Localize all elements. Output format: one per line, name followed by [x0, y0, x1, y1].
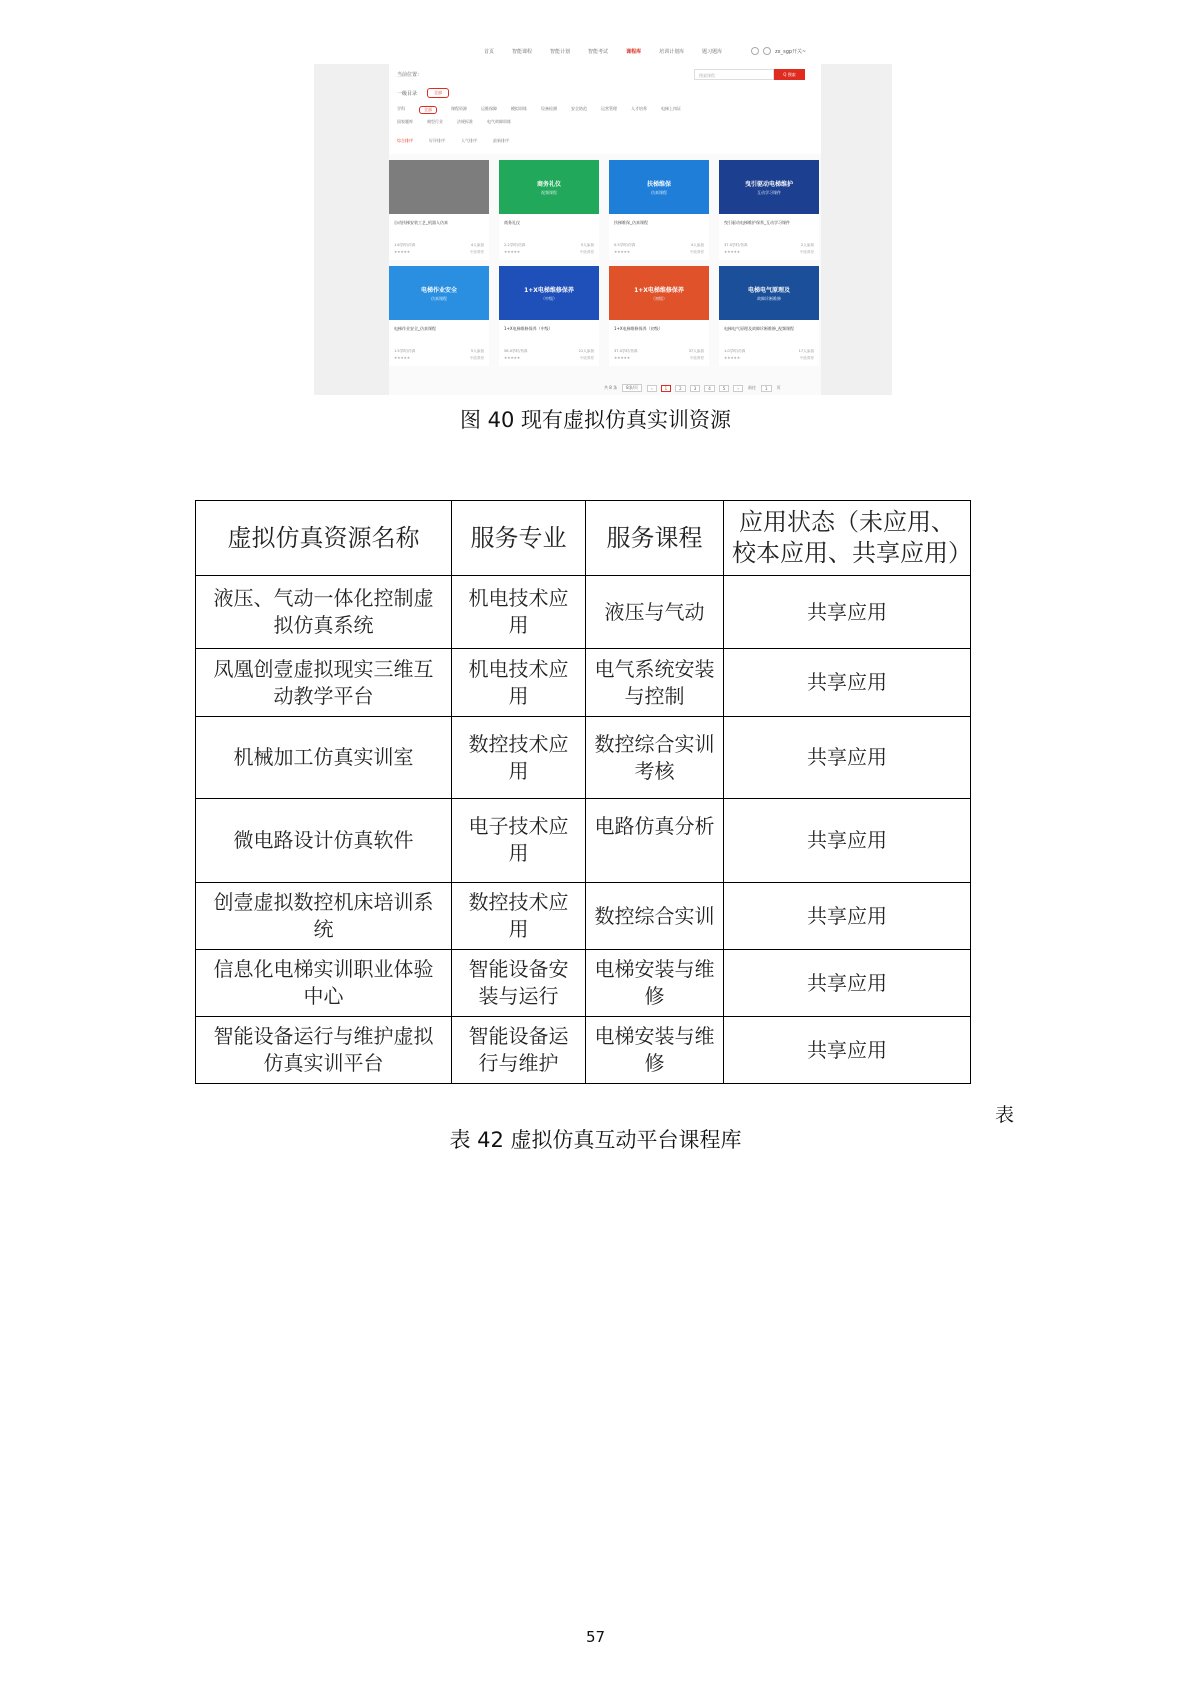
- course-rating: [614, 356, 704, 361]
- course-thumb-subtitle: 视频课程: [541, 189, 557, 195]
- header-major: 服务专业: [452, 501, 586, 576]
- course-thumb-title: 1+X电梯维修保养: [524, 286, 574, 294]
- header-resource-name: 虚拟仿真资源名称: [196, 501, 452, 576]
- course-card: [609, 266, 709, 366]
- star-icon: ★★★★★: [394, 356, 411, 360]
- course-count: 21人参加: [578, 349, 594, 353]
- filter-area: [389, 64, 821, 154]
- course-thumb-subtitle: （中级）: [541, 295, 557, 301]
- cell-status: 共享应用: [724, 799, 971, 883]
- search-icon: [751, 47, 759, 55]
- course-meta: [614, 243, 704, 248]
- pager-page: 3: [690, 385, 701, 392]
- star-icon: ★★★★★: [724, 250, 741, 254]
- avatar: [763, 47, 771, 55]
- course-count: 2人参加: [800, 243, 814, 247]
- table-row: [196, 883, 971, 950]
- cell-status: 共享应用: [724, 717, 971, 799]
- course-tag: 中级课程: [689, 356, 704, 360]
- course-hours: 0.5学时/仿真: [614, 243, 636, 247]
- cell-resource-name: 智能设备运行与维护虚拟仿真实训平台: [196, 1017, 452, 1084]
- sub-category-item: 人才培养: [631, 106, 647, 111]
- cell-course: 数控综合实训考核: [586, 717, 724, 799]
- cell-status: 共享应用: [724, 576, 971, 649]
- table-row: [196, 950, 971, 1017]
- sub-category-rows: [397, 106, 807, 130]
- pager-page: ‹: [647, 385, 657, 392]
- cell-status: 共享应用: [724, 649, 971, 717]
- top-navbar: [314, 40, 892, 64]
- course-count: 37人参加: [688, 349, 704, 353]
- course-card: [389, 160, 489, 260]
- course-tag: 中级课程: [799, 250, 814, 254]
- course-meta: [504, 349, 594, 354]
- course-thumb-title: 扶梯维保: [646, 180, 671, 188]
- course-thumb-subtitle: 仿真课程: [431, 295, 447, 301]
- cell-status: 共享应用: [724, 1017, 971, 1084]
- table-header-row: [196, 501, 971, 576]
- cell-resource-name: 机械加工仿真实训室: [196, 717, 452, 799]
- course-thumbnail: [719, 266, 819, 320]
- sub-category-item: 电气故障训练: [487, 119, 511, 124]
- pager-page: 1: [661, 385, 672, 392]
- star-icon: ★★★★★: [504, 356, 521, 360]
- course-thumbnail: [389, 266, 489, 320]
- star-icon: ★★★★★: [724, 356, 741, 360]
- course-meta: [394, 349, 484, 354]
- pager-page: ›: [733, 385, 743, 392]
- course-rating: [504, 356, 594, 361]
- cell-course: 电梯安装与维修: [586, 1017, 724, 1084]
- nav-item: 智能计划: [550, 49, 571, 55]
- course-tag: 中级课程: [469, 356, 484, 360]
- course-thumb-subtitle: 互动学习课件: [757, 189, 781, 195]
- sort-option: 最新排序: [493, 138, 509, 143]
- search-input: 搜索课程: [694, 69, 774, 80]
- course-thumb-subtitle: 仿真课程: [651, 189, 667, 195]
- course-hours: 1.5学时/仿真: [394, 349, 416, 353]
- user-name: zx_sgp开关~: [775, 48, 807, 55]
- star-icon: ★★★★★: [394, 250, 411, 254]
- course-rating: [724, 250, 814, 255]
- pager-pages: [647, 385, 743, 392]
- course-name: 扶梯维保_仿真课程: [614, 220, 648, 225]
- table-row: [196, 576, 971, 649]
- course-hours: 1.6学时/仿真: [394, 243, 416, 247]
- course-tag: 中级课程: [469, 250, 484, 254]
- cell-status: 共享应用: [724, 950, 971, 1017]
- sort-option: 人气排序: [461, 138, 477, 143]
- course-thumb-title: 商务礼仪: [536, 180, 561, 188]
- nav-item: 题习题库: [702, 49, 723, 55]
- user-area: [751, 47, 806, 55]
- course-hours: 58.0学时/仿真: [504, 349, 528, 353]
- sub-category-item: 运营管理: [601, 106, 617, 111]
- course-card: [499, 266, 599, 366]
- pager-per-page: 8条/页: [622, 384, 642, 392]
- cell-course: 电路仿真分析: [586, 799, 724, 883]
- cell-major: 智能设备运行与维护: [452, 1017, 586, 1084]
- course-thumbnail: [499, 160, 599, 214]
- course-thumbnail: [719, 160, 819, 214]
- stray-table-label: 表: [995, 1104, 1015, 1126]
- cell-course: 电气系统安装与控制: [586, 649, 724, 717]
- course-thumbnail: [499, 266, 599, 320]
- cell-resource-name: 液压、气动一体化控制虚拟仿真系统: [196, 576, 452, 649]
- cell-major: 数控技术应用: [452, 883, 586, 950]
- course-thumb-title: 1+X电梯维修保养: [634, 286, 684, 294]
- nav-item: 课程库: [626, 49, 642, 55]
- nav-item: 智能课程: [512, 49, 533, 55]
- cell-resource-name: 信息化电梯实训职业体验中心: [196, 950, 452, 1017]
- cell-resource-name: 创壹虚拟数控机床培训系统: [196, 883, 452, 950]
- category-row: [397, 88, 449, 98]
- sub-category-row: [397, 106, 807, 114]
- course-thumbnail: [609, 266, 709, 320]
- pager-page: 4: [704, 385, 715, 392]
- course-name: 电梯作业安全_仿真课程: [394, 326, 436, 331]
- course-thumb-title: 电梯作业安全: [420, 286, 457, 294]
- table-row: [196, 649, 971, 717]
- sub-category-item: 典型行业: [427, 119, 443, 124]
- cell-course: 数控综合实训: [586, 883, 724, 950]
- cell-major: 数控技术应用: [452, 717, 586, 799]
- course-tag: 中级课程: [689, 250, 704, 254]
- course-hours: 2.2学时/仿真: [504, 243, 526, 247]
- course-rating: [394, 356, 484, 361]
- nav-item: 首页: [484, 49, 495, 55]
- course-meta: [724, 349, 814, 354]
- course-rating: [394, 250, 484, 255]
- course-card: [389, 266, 489, 366]
- course-card: [719, 266, 819, 366]
- course-card: [609, 160, 709, 260]
- course-rating: [504, 250, 594, 255]
- sort-option: 综合排序: [397, 138, 413, 143]
- cell-course: 液压与气动: [586, 576, 724, 649]
- search-button: Q 搜索: [774, 69, 805, 80]
- sub-category-item: 运维保障: [481, 106, 497, 111]
- course-thumb-subtitle: 故障诊断维修: [757, 295, 781, 301]
- figure-caption: 图 40 现有虚拟仿真实训资源: [459, 408, 732, 432]
- nav-item: 培训计划库: [659, 49, 685, 55]
- course-meta: [504, 243, 594, 248]
- table-caption: 表 42 虚拟仿真互动平台课程库: [449, 1128, 742, 1152]
- course-count: 17人参加: [798, 349, 814, 353]
- course-thumb-title: 曳引驱动电梯维护: [744, 180, 793, 188]
- sort-option: 好评排序: [429, 138, 445, 143]
- course-name: 电梯电气原理及故障诊断维修_视频课程: [724, 326, 794, 331]
- course-meta: [394, 243, 484, 248]
- pager-page: 5: [719, 385, 730, 392]
- nav-item: 智能考试: [588, 49, 609, 55]
- category-all-pill: 全部: [427, 88, 449, 98]
- sub-category-item: 学科: [397, 106, 405, 111]
- course-name: 曳引驱动电梯维护保养_互动学习课件: [724, 220, 790, 225]
- course-tag: 中级课程: [799, 356, 814, 360]
- course-thumbnail: [609, 160, 709, 214]
- course-thumb-subtitle: （初级）: [651, 295, 667, 301]
- course-library-panel: [389, 64, 821, 395]
- sub-category-item: 法规标准: [457, 119, 473, 124]
- course-card: [499, 160, 599, 260]
- course-hours: 1.0学时/仿真: [724, 349, 746, 353]
- sort-row: [397, 138, 509, 144]
- course-card-grid: [389, 160, 821, 366]
- pager-goto-input: 1: [761, 385, 772, 392]
- table-row: [196, 717, 971, 799]
- course-thumb-title: 电梯电气原理及: [747, 286, 790, 294]
- cell-major: 机电技术应用: [452, 576, 586, 649]
- pager-page: 2: [675, 385, 686, 392]
- cell-resource-name: 微电路设计仿真软件: [196, 799, 452, 883]
- course-meta: [724, 243, 814, 248]
- sub-category-item: 安全防范: [571, 106, 587, 111]
- sub-category-item: 设备检测: [541, 106, 557, 111]
- star-icon: ★★★★★: [614, 250, 631, 254]
- sub-category-item: 电梯上岗证: [661, 106, 681, 111]
- course-thumbnail: [389, 160, 489, 214]
- sub-category-row: [397, 119, 807, 125]
- main-nav: [484, 48, 722, 55]
- pager-goto: 前往: [747, 385, 756, 390]
- cell-major: 机电技术应用: [452, 649, 586, 717]
- page-number: 57: [585, 1628, 606, 1646]
- course-name: 1+X电梯维修保养（初级）: [614, 326, 663, 331]
- course-name: 1+X电梯维修保养（中级）: [504, 326, 553, 331]
- course-name: 商务礼仪: [504, 220, 520, 225]
- course-rating: [614, 250, 704, 255]
- resource-table: [195, 500, 971, 1084]
- cell-major: 电子技术应用: [452, 799, 586, 883]
- sub-category-item: 全部: [419, 106, 437, 114]
- course-hours: 37.0学时/仿真: [614, 349, 638, 353]
- star-icon: ★★★★★: [614, 356, 631, 360]
- category-label: 一级目录: [397, 90, 418, 97]
- course-count: 4人参加: [690, 243, 704, 247]
- course-name: 自动扶梯安装工艺_机器人仿真: [394, 220, 448, 225]
- course-count: 4人参加: [470, 243, 484, 247]
- course-hours: 37.0学时/仿真: [724, 243, 748, 247]
- table-row: [196, 1017, 971, 1084]
- pagination: [604, 384, 781, 392]
- star-icon: ★★★★★: [504, 250, 521, 254]
- sub-category-item: 模拟训练: [511, 106, 527, 111]
- header-course: 服务课程: [586, 501, 724, 576]
- course-card: [719, 160, 819, 260]
- cell-status: 共享应用: [724, 883, 971, 950]
- course-tag: 中级课程: [579, 250, 594, 254]
- cell-major: 智能设备安装与运行: [452, 950, 586, 1017]
- cell-course: 电梯安装与维修: [586, 950, 724, 1017]
- table-row: [196, 799, 971, 883]
- header-status: 应用状态（未应用、校本应用、共享应用）: [724, 501, 971, 576]
- breadcrumb: 当前位置：: [397, 72, 423, 78]
- course-tag: 中级课程: [579, 356, 594, 360]
- embedded-screenshot: [314, 40, 892, 395]
- pager-unit: 页: [776, 385, 781, 390]
- pager-total: 共 8 条: [604, 385, 618, 390]
- course-rating: [724, 356, 814, 361]
- sub-category-item: 课程资源: [451, 106, 467, 111]
- course-meta: [614, 349, 704, 354]
- sub-category-item: 国家题库: [397, 119, 413, 124]
- course-count: 5人参加: [470, 349, 484, 353]
- cell-resource-name: 凤凰创壹虚拟现实三维互动教学平台: [196, 649, 452, 717]
- course-count: 5人参加: [580, 243, 594, 247]
